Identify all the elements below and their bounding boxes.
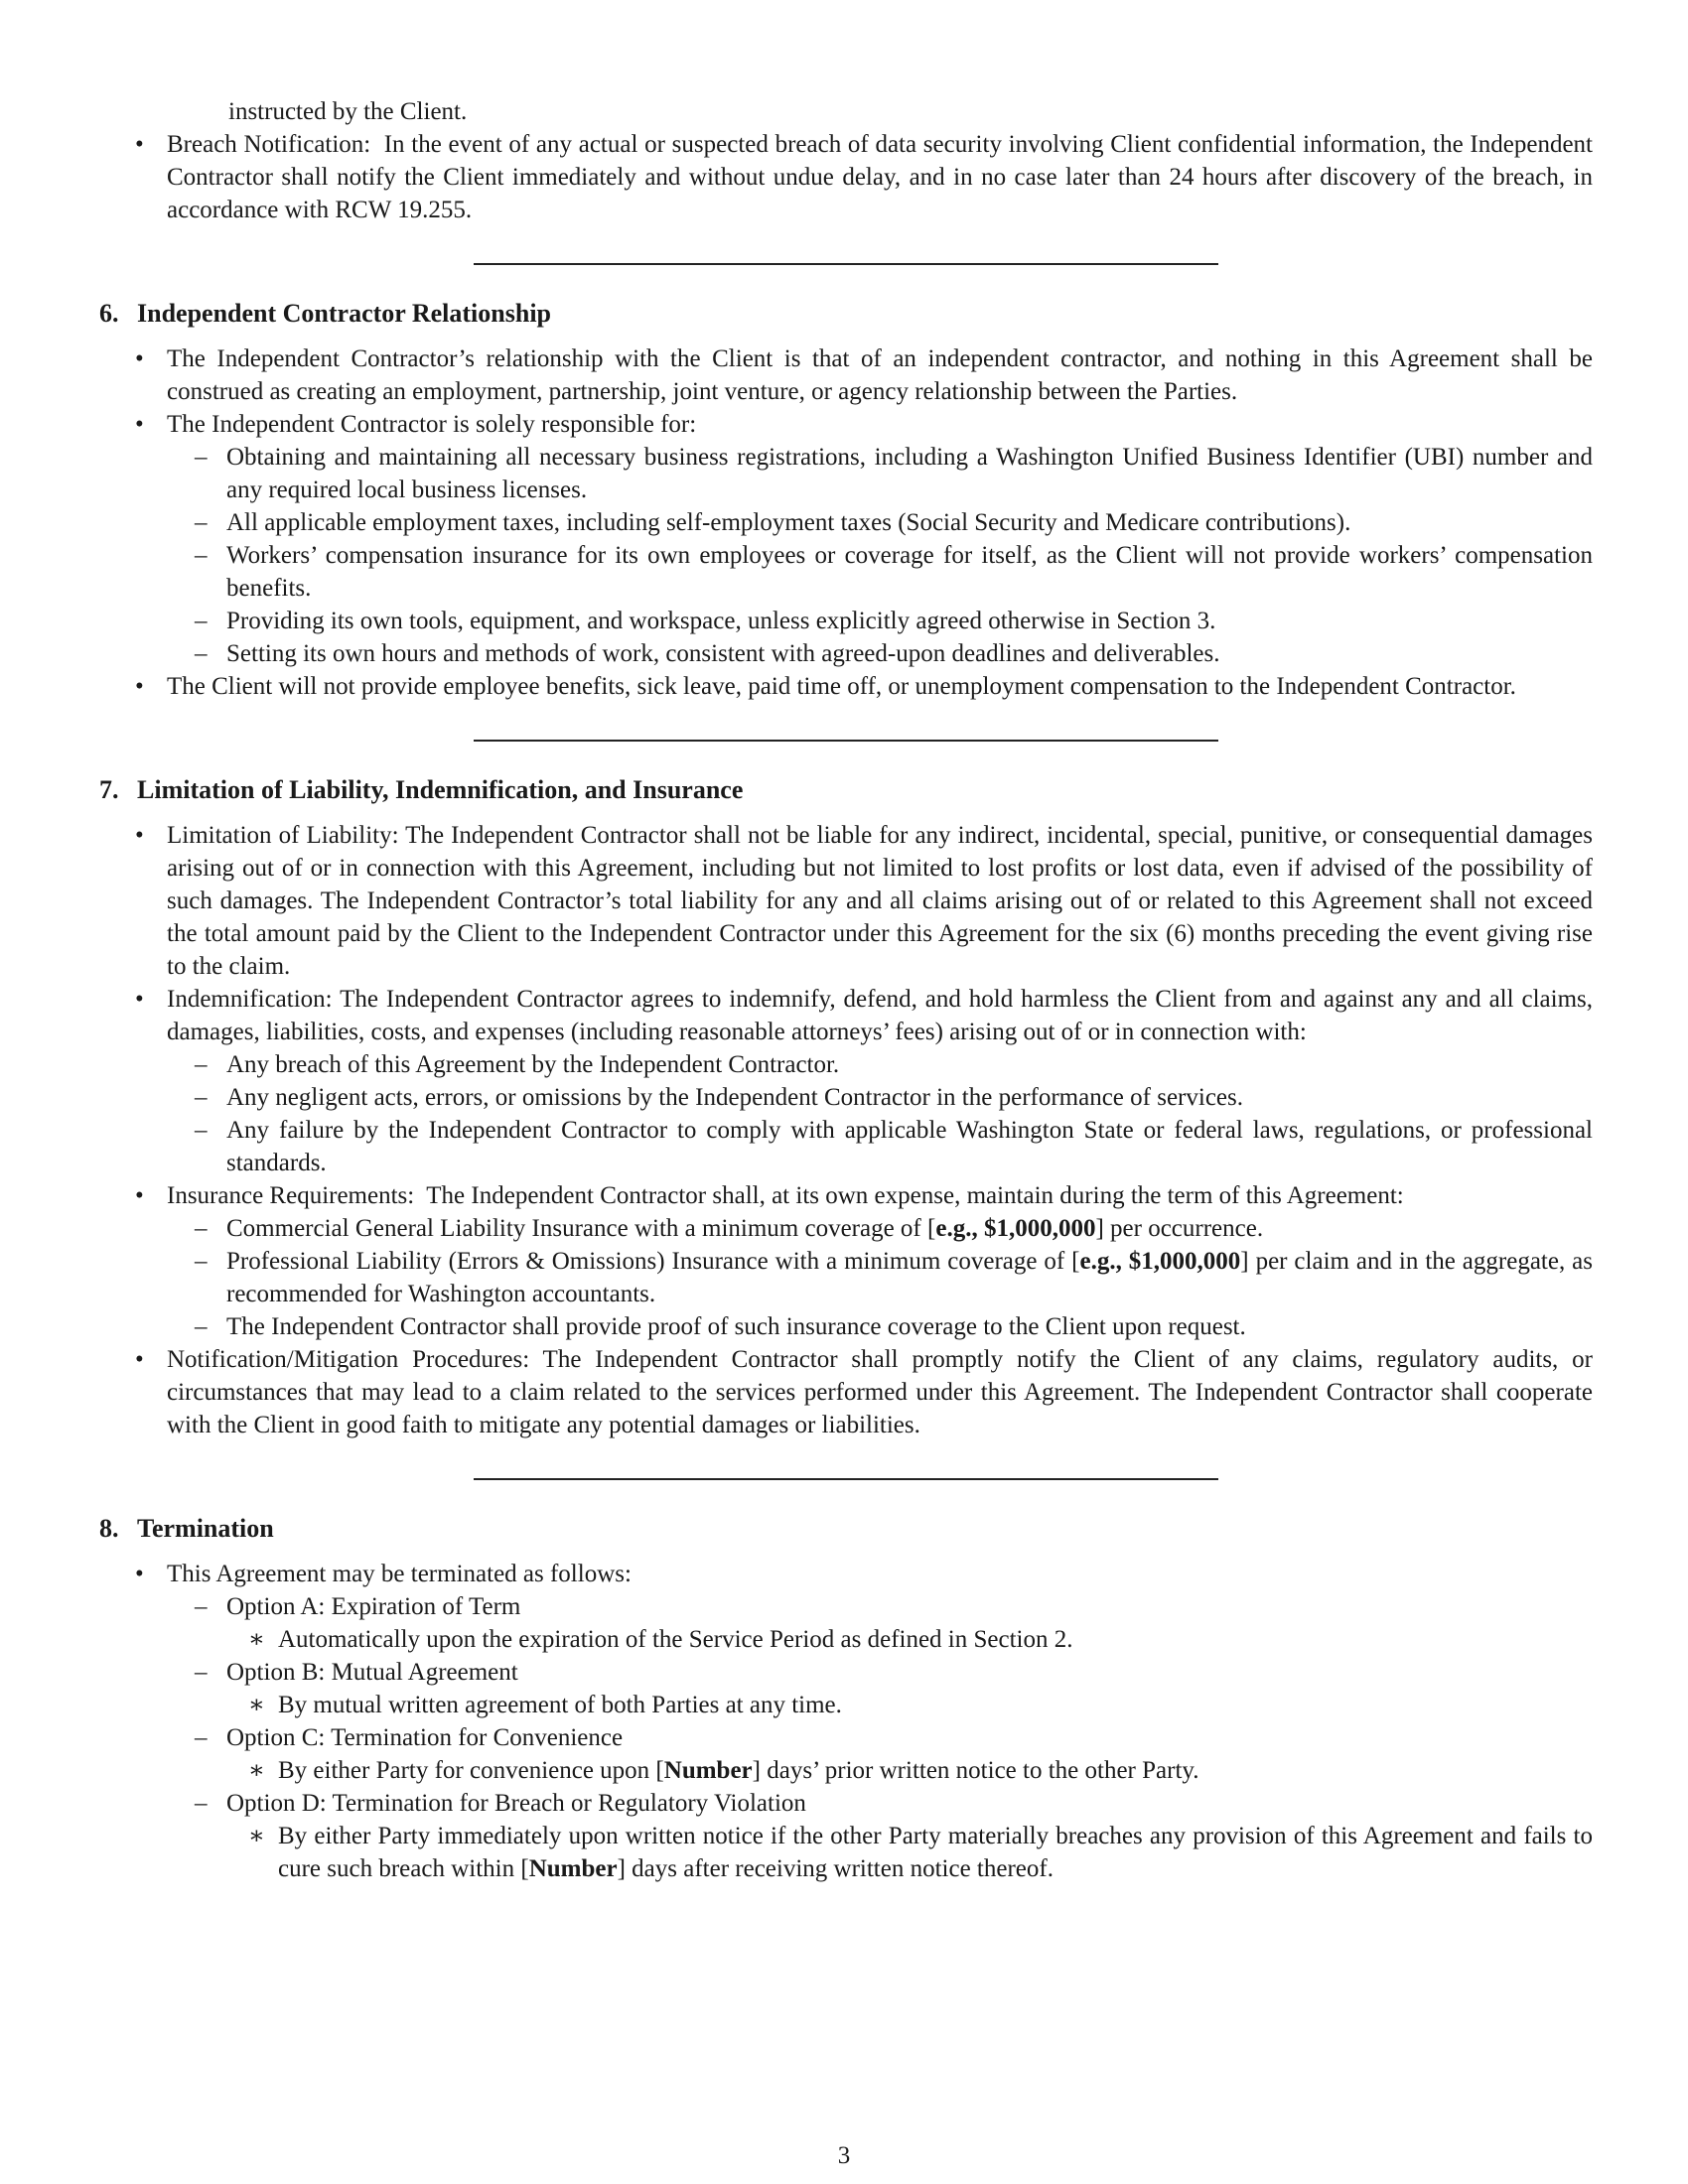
list-item (99, 128, 1593, 226)
sub-list-item (167, 441, 1593, 506)
page-number: 3 (837, 2142, 851, 2169)
sub-list-item-text: ] per occurrence. (1095, 1215, 1264, 1242)
option-title: Option D: Termination for Breach or Regulatory Violation (226, 1790, 806, 1817)
dash-icon: – (195, 542, 208, 569)
sub-list-item (167, 1310, 1593, 1343)
list-item-text: The Independent Contractor is solely responsible for: (167, 411, 697, 438)
sub-list-item (167, 1081, 1593, 1114)
bullet-icon: • (135, 986, 144, 1013)
list-item (99, 342, 1593, 408)
section-heading (99, 1512, 1593, 1546)
dash-icon: – (195, 608, 208, 634)
list-item-text: The Independent Contractor shall promptly notify the Client of any claims, regulatory audits, or circumstances that may lead to a claim related to the services performed under this Agreement. The Independent Contractor shall cooperate with the Client in good faith to mitigate any potential damages or liabilities. (167, 1346, 1593, 1438)
option-title: Option C: Termination for Convenience (226, 1724, 624, 1751)
sub-list-item (167, 1048, 1593, 1081)
list-item-label: Insurance Requirements: (167, 1182, 415, 1209)
dash-icon: – (195, 1724, 208, 1751)
list-item-text: The Independent Contractor agrees to indemnify, defend, and hold harmless the Client from and against any and all claims, damages, liabilities, costs, and expenses (including reasonable attorneys’ fees) arising out of or in connection with: (167, 986, 1593, 1045)
option-title: Option A: Expiration of Term (226, 1593, 521, 1620)
placeholder-value: e.g., $1,000,000 (935, 1215, 1096, 1242)
list-item (99, 819, 1593, 983)
list-item-label: Notification/Mitigation Procedures: (167, 1346, 530, 1373)
sub-list-item-text: Setting its own hours and methods of work, consistent with agreed-upon deadlines and deliverables. (226, 640, 1220, 667)
bullet-icon: • (135, 1561, 144, 1587)
option-text: By mutual written agreement of both Parties at any time. (278, 1692, 842, 1718)
asterisk-icon: ∗ (248, 1692, 265, 1718)
sub-list-item (167, 506, 1593, 539)
list-item (99, 1179, 1593, 1343)
list-item (99, 983, 1593, 1179)
dash-icon: – (195, 1084, 208, 1111)
continuation-text: instructed by the Client. (228, 98, 468, 125)
sub-list-item-text: Obtaining and maintaining all necessary business registrations, including a Washington Unified Business Identifier (UBI) number and any required local business licenses. (226, 444, 1593, 503)
sub-sub-list-item (226, 1623, 1593, 1656)
sub-list-item (167, 1245, 1593, 1310)
list-item-label: Indemnification: (167, 986, 333, 1013)
dash-icon: – (195, 1790, 208, 1817)
bullet-icon: • (135, 345, 144, 372)
sub-sub-list-item (226, 1754, 1593, 1787)
dash-icon: – (195, 1659, 208, 1686)
sub-list-item-text: Workers’ compensation insurance for its own employees or coverage for itself, as the Client will not provide workers’ compensation benefits. (226, 542, 1593, 602)
dash-icon: – (195, 1313, 208, 1340)
sub-list-item (167, 1721, 1593, 1787)
section-8-list (99, 1558, 1593, 1885)
sub-sub-list-item (226, 1820, 1593, 1885)
option-text: Automatically upon the expiration of the Service Period as defined in Section 2. (278, 1626, 1073, 1653)
option-title: Option B: Mutual Agreement (226, 1659, 518, 1686)
list-item-label: Limitation of Liability: (167, 822, 399, 849)
sub-sub-list (226, 1820, 1593, 1885)
bullet-icon: • (135, 1182, 144, 1209)
dash-icon: – (195, 640, 208, 667)
list-item (99, 670, 1593, 703)
sub-list-item (167, 539, 1593, 605)
section-heading (99, 297, 1593, 331)
option-text: By either Party for convenience upon [ (278, 1757, 664, 1784)
dash-icon: – (195, 1215, 208, 1242)
sub-list-item-text: Any failure by the Independent Contractor to comply with applicable Washington State or federal laws, regulations, or professional standards. (226, 1117, 1593, 1176)
dash-icon: – (195, 1117, 208, 1144)
sub-list-item (167, 1787, 1593, 1885)
sub-list-item (167, 605, 1593, 637)
section-number: 6. (99, 299, 119, 328)
sub-list (167, 1590, 1593, 1885)
sub-list-item-text: Any negligent acts, errors, or omissions by the Independent Contractor in the performance of services. (226, 1084, 1243, 1111)
section-number: 7. (99, 775, 119, 804)
section-divider (474, 263, 1218, 265)
sub-sub-list (226, 1623, 1593, 1656)
breach-label: Breach Notification: (167, 131, 371, 158)
sub-list-item-text: Providing its own tools, equipment, and workspace, unless explicitly agreed otherwise in Section 3. (226, 608, 1216, 634)
list-item (99, 1558, 1593, 1885)
dash-icon: – (195, 1593, 208, 1620)
section-number: 8. (99, 1514, 119, 1543)
sub-list-item-text: All applicable employment taxes, including self-employment taxes (Social Security and Medicare contributions). (226, 509, 1351, 536)
sub-list (167, 1212, 1593, 1343)
bullet-icon: • (135, 131, 144, 158)
list-item-text: The Independent Contractor shall, at its own expense, maintain during the term of this Agreement: (426, 1182, 1404, 1209)
bullet-icon: • (135, 822, 144, 849)
dash-icon: – (195, 444, 208, 471)
placeholder-value: Number (663, 1757, 753, 1784)
placeholder-value: e.g., $1,000,000 (1079, 1248, 1241, 1275)
dash-icon: – (195, 509, 208, 536)
sub-sub-list (226, 1689, 1593, 1721)
bullet-icon: • (135, 673, 144, 700)
list-item (99, 1343, 1593, 1441)
sub-list-item (167, 637, 1593, 670)
placeholder-value: Number (528, 1855, 618, 1882)
asterisk-icon: ∗ (248, 1757, 265, 1784)
section-title: Limitation of Liability, Indemnification, and Insurance (137, 775, 744, 804)
list-item-text: The Independent Contractor shall not be liable for any indirect, incidental, special, punitive, or consequential damages arising out of or in connection with this Agreement, including but not limited to lost profits or lost data, even if advised of the possibility of such damages. The Independent Contractor’s total liability for any and all claims arising out of or related to this Agreement shall not exceed the total amount paid by the Client to the Independent Contractor under this Agreement for the six (6) months preceding the event giving rise to the claim. (167, 822, 1593, 980)
asterisk-icon: ∗ (248, 1626, 265, 1653)
sub-list-item-text: ] per claim and in the aggregate, as recommended for Washington accountants. (226, 1248, 1593, 1307)
sub-sub-list-item (226, 1689, 1593, 1721)
sub-list-item-text: The Independent Contractor shall provide proof of such insurance coverage to the Client upon request. (226, 1313, 1246, 1340)
section-6-list (99, 342, 1593, 703)
bullet-icon: • (135, 411, 144, 438)
sub-list-item (167, 1656, 1593, 1721)
sub-list-item (167, 1212, 1593, 1245)
section-title: Independent Contractor Relationship (137, 299, 552, 328)
option-text: ] days’ prior written notice to the other Party. (752, 1757, 1199, 1784)
section-7-list (99, 819, 1593, 1441)
sub-sub-list (226, 1754, 1593, 1787)
sub-list-item-text: Any breach of this Agreement by the Independent Contractor. (226, 1051, 840, 1078)
sub-list (167, 441, 1593, 670)
list-item-text: This Agreement may be terminated as follows: (167, 1561, 632, 1587)
document-page (99, 95, 1593, 1885)
dash-icon: – (195, 1248, 208, 1275)
sub-list-item (167, 1590, 1593, 1656)
sub-list-item-text: Commercial General Liability Insurance with a minimum coverage of [ (226, 1215, 936, 1242)
list-item-text: The Client will not provide employee benefits, sick leave, paid time off, or unemployment compensation to the Independent Contractor. (167, 673, 1516, 700)
dash-icon: – (195, 1051, 208, 1078)
list-item-text: The Independent Contractor’s relationship with the Client is that of an independent contractor, and nothing in this Agreement shall be construed as creating an employment, partnership, joint venture, or agency relationship between the Parties. (167, 345, 1593, 405)
asterisk-icon: ∗ (248, 1823, 265, 1849)
sub-list (167, 1048, 1593, 1179)
sub-list-item-text: Professional Liability (Errors & Omissions) Insurance with a minimum coverage of [ (226, 1248, 1080, 1275)
option-text: By either Party immediately upon written notice if the other Party materially breaches any provision of this Agreement and fails to cure such breach within [ (278, 1823, 1593, 1882)
section-divider (474, 740, 1218, 742)
breach-text: In the event of any actual or suspected breach of data security involving Client confidential information, the Independent Contractor shall notify the Client immediately and without undue delay, and in no case later than 24 hours after discovery of the breach, in accordance with RCW 19.255. (167, 131, 1593, 223)
section-heading (99, 773, 1593, 807)
bullet-icon: • (135, 1346, 144, 1373)
list-item (99, 408, 1593, 670)
option-text: ] days after receiving written notice thereof. (617, 1855, 1054, 1882)
section-divider (474, 1478, 1218, 1480)
section-title: Termination (137, 1514, 274, 1543)
sub-list-item (167, 1114, 1593, 1179)
breach-list (99, 128, 1593, 226)
